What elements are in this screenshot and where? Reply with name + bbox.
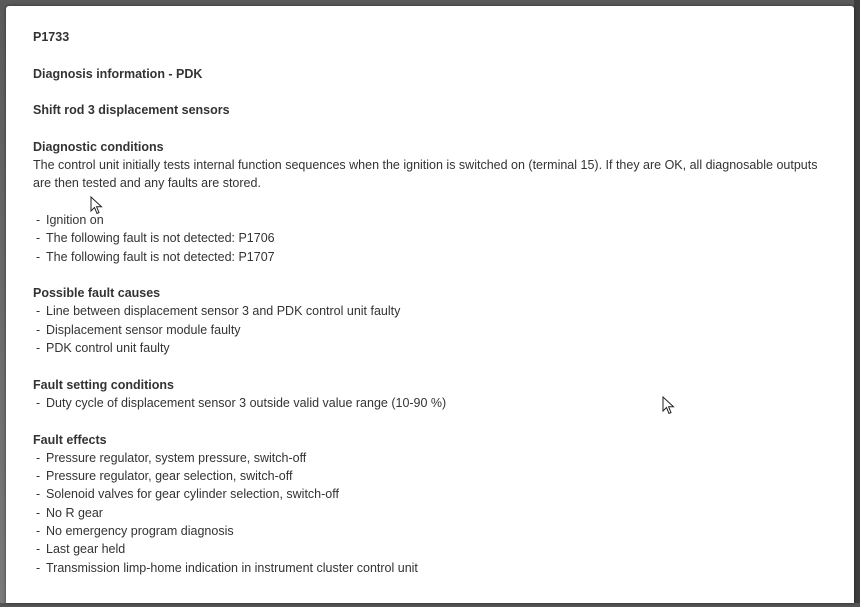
page-title: Diagnosis information - PDK bbox=[33, 66, 203, 81]
list-item: - Ignition on bbox=[33, 211, 833, 229]
window-bottom-edge bbox=[0, 603, 860, 607]
section-fault-setting-conditions bbox=[33, 376, 833, 413]
diagnosis-content bbox=[33, 28, 833, 577]
section-heading: Fault effects bbox=[33, 432, 107, 447]
list-item: - Last gear held bbox=[33, 540, 833, 558]
list-item: - Pressure regulator, gear selection, switch-off bbox=[33, 467, 833, 485]
list-item: - The following fault is not detected: P1706 bbox=[33, 229, 833, 247]
section-diagnostic-conditions bbox=[33, 138, 833, 266]
condition-list bbox=[33, 211, 833, 266]
mouse-cursor-icon bbox=[662, 396, 676, 416]
list-item: - Line between displacement sensor 3 and PDK control unit faulty bbox=[33, 302, 833, 320]
list-item: - No R gear bbox=[33, 504, 833, 522]
mouse-cursor-icon bbox=[90, 196, 104, 216]
list-item: - No emergency program diagnosis bbox=[33, 522, 833, 540]
list-item: - Pressure regulator, system pressure, switch-off bbox=[33, 449, 833, 467]
fault-code: P1733 bbox=[33, 30, 70, 44]
page-subtitle: Shift rod 3 displacement sensors bbox=[33, 103, 230, 118]
window-edge bbox=[854, 0, 860, 607]
list-item: - Displacement sensor module faulty bbox=[33, 321, 833, 339]
cause-list bbox=[33, 302, 833, 357]
section-heading: Possible fault causes bbox=[33, 286, 161, 301]
list-item: - The following fault is not detected: P1707 bbox=[33, 248, 833, 266]
section-text: The control unit initially tests internal function sequences when the ignition is switched on (terminal 15). If they are OK, all diagnosable outputs are then tested and any faults are stored. bbox=[33, 158, 818, 191]
effect-list bbox=[33, 449, 833, 577]
setting-condition-list bbox=[33, 394, 833, 412]
list-item: - PDK control unit faulty bbox=[33, 339, 833, 357]
list-item: - Duty cycle of displacement sensor 3 outside valid value range (10-90 %) bbox=[33, 394, 833, 412]
section-possible-fault-causes bbox=[33, 284, 833, 357]
list-item: - Solenoid valves for gear cylinder selection, switch-off bbox=[33, 485, 833, 503]
section-heading: Fault setting conditions bbox=[33, 377, 174, 392]
list-item: - Transmission limp-home indication in instrument cluster control unit bbox=[33, 559, 833, 577]
section-heading: Diagnostic conditions bbox=[33, 139, 164, 154]
diagnosis-panel bbox=[6, 6, 854, 603]
section-fault-effects bbox=[33, 431, 833, 577]
